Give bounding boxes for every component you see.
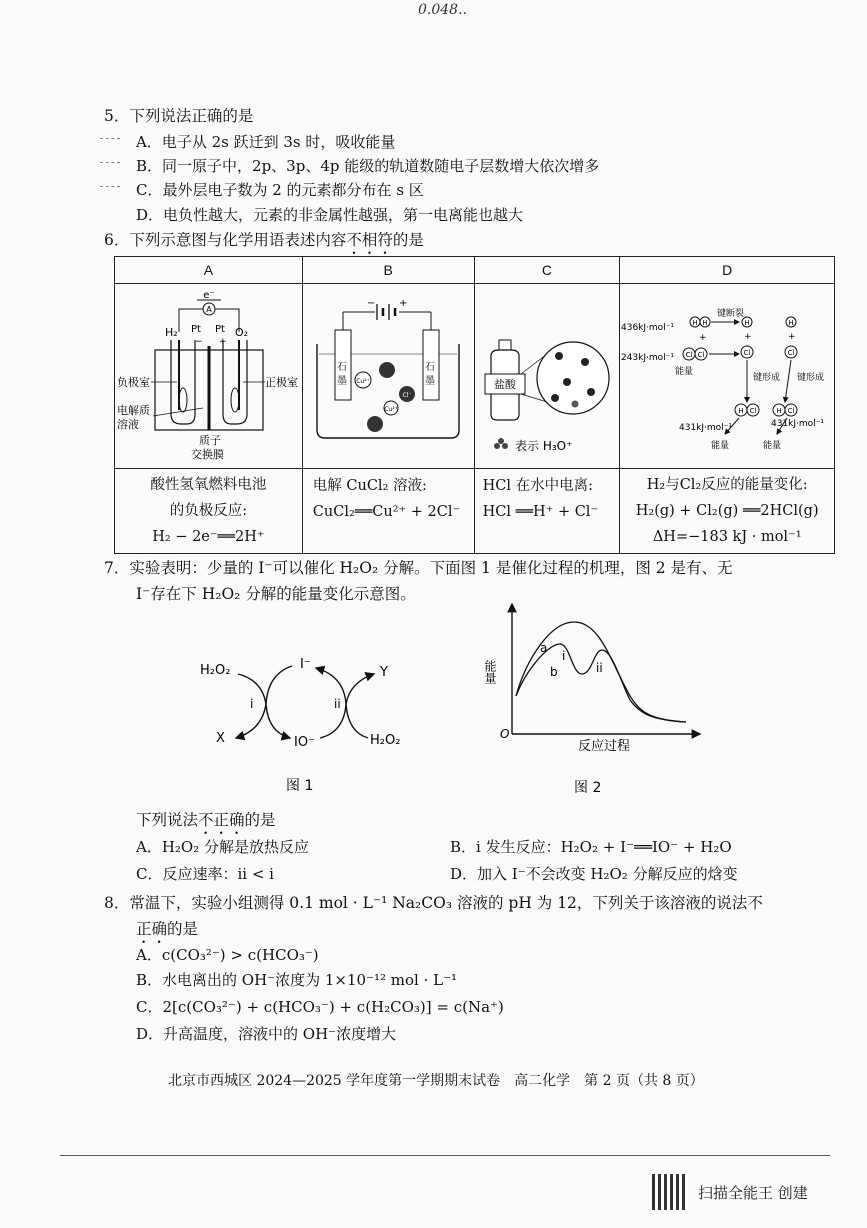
q6-caption-a: 酸性氢氧燃料电池 的负极反应: H₂ − 2e⁻══2H⁺ (115, 469, 303, 554)
svg-text:−: − (367, 298, 376, 309)
hcl-ionization-diagram (475, 284, 619, 464)
svg-text:H: H (744, 319, 750, 327)
svg-text:+: + (399, 298, 408, 309)
q6-figure-b (302, 284, 474, 469)
svg-text:Cl: Cl (787, 407, 795, 415)
q7-figure-2 (483, 600, 710, 800)
svg-text:墨: 墨 (337, 376, 348, 387)
q5-option-a: A．电子从 2s 跃迁到 3s 时，吸收能量 (136, 133, 396, 151)
svg-text:+: + (744, 332, 752, 342)
top-handwriting: 0.048.. (418, 2, 467, 18)
svg-text:431kJ·mol⁻¹: 431kJ·mol⁻¹ (771, 419, 825, 429)
q5-option-c: C．最外层电子数为 2 的元素都分布在 s 区 (136, 181, 424, 199)
q7-option-c: C．反应速率：ii < i (136, 865, 274, 883)
q6-stem-emphasis: 不相符 (346, 231, 393, 249)
svg-text:+: + (788, 332, 796, 342)
svg-text:Pt: Pt (191, 324, 202, 335)
q6-header-b: B (302, 257, 474, 284)
svg-text:石: 石 (337, 362, 348, 373)
q8-option-b: B．水电离出的 OH⁻浓度为 1×10⁻¹² mol · L⁻¹ (136, 971, 458, 989)
svg-text:243kJ·mol⁻¹: 243kJ·mol⁻¹ (621, 353, 675, 363)
q7-stem-line-2: I⁻存在下 H₂O₂ 分解的能量变化示意图。 (136, 585, 416, 603)
svg-text:Cl: Cl (749, 407, 757, 415)
q6-figure-d (620, 284, 835, 469)
svg-text:质子: 质子 (199, 434, 222, 447)
svg-text:431kJ·mol⁻¹: 431kJ·mol⁻¹ (679, 423, 733, 433)
q6-caption-c: HCl 在水中电离: HCl ══H⁺ + Cl⁻ (474, 469, 620, 554)
svg-text:溶液: 溶液 (117, 418, 140, 431)
svg-text:能量: 能量 (763, 441, 782, 451)
svg-text:H₂O₂: H₂O₂ (200, 663, 231, 678)
svg-text:Cl: Cl (697, 351, 705, 359)
q6-figure-a (115, 284, 303, 469)
margin-mark (100, 162, 120, 164)
svg-text:石: 石 (425, 362, 436, 373)
q6-table (114, 256, 835, 554)
q6-figure-c (474, 284, 620, 469)
scanner-watermark: 扫描全能王 创建 (698, 1184, 808, 1202)
svg-text:O: O (500, 727, 510, 741)
svg-text:H: H (692, 319, 698, 327)
svg-text:ii: ii (334, 697, 341, 711)
q6-header-d: D (620, 257, 835, 284)
svg-text:−: − (195, 337, 203, 347)
svg-text:电解质: 电解质 (117, 404, 151, 417)
svg-text:Cl: Cl (787, 349, 795, 357)
q7-substem-emphasis: 不正确 (198, 811, 245, 829)
svg-text:H: H (702, 319, 708, 327)
svg-text:A: A (206, 305, 213, 314)
svg-text:I⁻: I⁻ (300, 657, 311, 672)
svg-text:H: H (776, 407, 782, 415)
svg-text:能量: 能量 (711, 441, 730, 451)
svg-text:Cl⁻: Cl⁻ (402, 392, 412, 399)
svg-text:图 2: 图 2 (574, 780, 602, 796)
page-footer: 北京市西城区 2024—2025 学年度第一学期期末试卷 高二化学 第 2 页（共 8 页） (168, 1073, 704, 1089)
q7-substem: 下列说法不正确的是 (136, 811, 276, 829)
svg-text:+: + (699, 333, 707, 343)
svg-text:Cl: Cl (685, 351, 693, 359)
svg-text:H: H (738, 407, 744, 415)
q5-option-d: D．电负性越大，元素的非金属性越强，第一电离能也越大 (136, 206, 524, 224)
q5-option-b: B．同一原子中，2p、3p、4p 能级的轨道数随电子层数增大依次增多 (136, 157, 600, 175)
svg-text:键形成: 键形成 (753, 373, 781, 383)
svg-text:i: i (562, 649, 566, 663)
svg-text:X: X (216, 731, 225, 746)
svg-text:正极室: 正极室 (265, 376, 299, 389)
qr-code-icon (652, 1174, 688, 1210)
svg-text:+: + (219, 337, 227, 347)
svg-text:盐酸: 盐酸 (493, 378, 516, 391)
svg-text:436kJ·mol⁻¹: 436kJ·mol⁻¹ (621, 323, 675, 333)
q7-option-b: B．i 发生反应：H₂O₂ + I⁻══IO⁻ + H₂O (450, 838, 732, 856)
q6-header-a: A (115, 257, 303, 284)
q6-stem: 6．下列示意图与化学用语表述内容不相符的是 (104, 231, 424, 249)
q6-caption-d: H₂与Cl₂反应的能量变化: H₂(g) + Cl₂(g) ══2HCl(g) ΔH=−183 kJ · mol⁻¹ (620, 469, 835, 554)
svg-text:Cu²⁺: Cu²⁺ (384, 406, 398, 413)
q6-caption-b: 电解 CuCl₂ 溶液: CuCl₂══Cu²⁺ + 2Cl⁻ (302, 469, 474, 554)
svg-text:墨: 墨 (425, 376, 436, 387)
svg-text:交换膜: 交换膜 (191, 448, 225, 461)
svg-text:ii: ii (596, 661, 603, 675)
svg-text:Cu²⁺: Cu²⁺ (356, 378, 370, 385)
q7-stem-line-1: 7．实验表明：少量的 I⁻可以催化 H₂O₂ 分解。下面图 1 是催化过程的机理，图 2 是有、无 (104, 559, 733, 577)
q7-option-a: A．H₂O₂ 分解是放热反应 (136, 838, 310, 856)
q7-figure-1 (186, 630, 426, 800)
q6-header-c: C (474, 257, 620, 284)
svg-text:负极室: 负极室 (117, 376, 151, 389)
svg-text:表示 H₃O⁺: 表示 H₃O⁺ (514, 439, 573, 453)
electrolysis-diagram (303, 284, 473, 464)
svg-text:a: a (540, 641, 548, 655)
svg-text:反应过程: 反应过程 (578, 739, 631, 754)
svg-text:IO⁻: IO⁻ (294, 735, 315, 750)
q8-option-d: D．升高温度，溶液中的 OH⁻浓度增大 (136, 1025, 397, 1043)
svg-text:H: H (788, 319, 794, 327)
fuel-cell-diagram (115, 284, 301, 464)
svg-text:Y: Y (380, 665, 388, 680)
bottom-rule (60, 1155, 830, 1156)
svg-text:Cl: Cl (743, 349, 751, 357)
svg-text:b: b (550, 665, 558, 679)
q5-stem: 5．下列说法正确的是 (104, 107, 254, 125)
svg-text:e⁻: e⁻ (203, 290, 216, 301)
q8-stem-line-2: 正确的是 (136, 920, 199, 938)
q8-stem-line-1: 8．常温下，实验小组测得 0.1 mol · L⁻¹ Na₂CO₃ 溶液的 pH 为 12，下列关于该溶液的说法不 (104, 894, 763, 912)
svg-text:键断裂: 键断裂 (717, 309, 745, 319)
svg-text:H₂O₂: H₂O₂ (370, 733, 401, 748)
svg-text:能量: 能量 (483, 660, 497, 684)
margin-mark (100, 186, 120, 188)
q7-option-d: D．加入 I⁻不会改变 H₂O₂ 分解反应的焓变 (450, 865, 738, 883)
svg-text:能量: 能量 (675, 367, 694, 377)
svg-text:O₂: O₂ (235, 326, 249, 339)
q8-option-c: C．2[c(CO₃²⁻) + c(HCO₃⁻) + c(H₂CO₃)] = c(Na⁺) (136, 998, 504, 1016)
svg-text:图 1: 图 1 (286, 778, 314, 794)
svg-text:i: i (250, 697, 254, 711)
q8-option-a: A．c(CO₃²⁻) > c(HCO₃⁻) (136, 946, 319, 964)
svg-text:Pt: Pt (215, 324, 226, 335)
bond-energy-diagram (621, 284, 833, 464)
margin-mark (100, 138, 120, 140)
q8-stem-emphasis: 正确 (136, 920, 168, 938)
svg-text:键形成: 键形成 (797, 373, 825, 383)
svg-text:H₂: H₂ (165, 326, 179, 339)
